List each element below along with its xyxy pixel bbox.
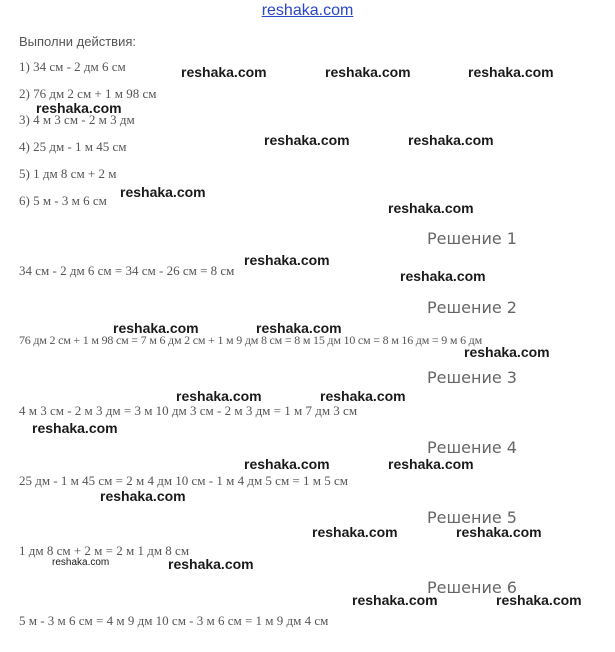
- watermark: reshaka.com: [36, 100, 122, 116]
- solution-1-heading: Решение 1: [427, 229, 517, 248]
- watermark: reshaka.com: [32, 420, 118, 436]
- site-link[interactable]: reshaka.com: [261, 2, 354, 19]
- solution-3-heading: Решение 3: [427, 368, 517, 387]
- watermark: reshaka.com: [168, 556, 254, 572]
- task-2: 2) 76 дм 2 см + 1 м 98 см: [19, 86, 157, 101]
- watermark: reshaka.com: [320, 388, 406, 404]
- solution-2-text: 76 дм 2 см + 1 м 98 см = 7 м 6 дм 2 см + 1 м 9 дм 8 см = 8 м 15 дм 10 см = 8 м 16 дм = 9 м 6 дм: [19, 333, 482, 347]
- watermark: reshaka.com: [325, 64, 411, 80]
- watermark: reshaka.com: [52, 557, 110, 568]
- solution-6-heading: Решение 6: [427, 578, 517, 597]
- watermark: reshaka.com: [113, 320, 199, 336]
- task-1: 1) 34 см - 2 дм 6 см: [19, 59, 126, 74]
- solution-1-text: 34 см - 2 дм 6 см = 34 см - 26 см = 8 см: [19, 263, 235, 278]
- instruction-text: Выполни действия:: [19, 34, 136, 49]
- watermark: reshaka.com: [256, 320, 342, 336]
- task-6: 6) 5 м - 3 м 6 см: [19, 193, 107, 208]
- watermark: reshaka.com: [244, 456, 330, 472]
- solution-3-text: 4 м 3 см - 2 м 3 дм = 3 м 10 дм 3 см - 2 м 3 дм = 1 м 7 дм 3 см: [19, 403, 358, 418]
- solution-5-heading: Решение 5: [427, 508, 517, 527]
- solution-4-text: 25 дм - 1 м 45 см = 2 м 4 дм 10 см - 1 м 4 дм 5 см = 1 м 5 см: [19, 473, 348, 488]
- watermark: reshaka.com: [496, 592, 582, 608]
- task-5: 5) 1 дм 8 см + 2 м: [19, 166, 117, 181]
- solution-4-heading: Решение 4: [427, 438, 517, 457]
- watermark: reshaka.com: [400, 268, 486, 284]
- watermark: reshaka.com: [100, 488, 186, 504]
- watermark: reshaka.com: [388, 456, 474, 472]
- task-4: 4) 25 дм - 1 м 45 см: [19, 139, 127, 154]
- watermark: reshaka.com: [464, 344, 550, 360]
- watermark: reshaka.com: [352, 592, 438, 608]
- watermark: reshaka.com: [468, 64, 554, 80]
- watermark: reshaka.com: [312, 524, 398, 540]
- watermark: reshaka.com: [176, 388, 262, 404]
- task-3: 3) 4 м 3 см - 2 м 3 дм: [19, 112, 135, 127]
- solution-2-heading: Решение 2: [427, 298, 517, 317]
- watermark: reshaka.com: [120, 184, 206, 200]
- watermark: reshaka.com: [408, 132, 494, 148]
- watermark: reshaka.com: [181, 64, 267, 80]
- solution-5-text: 1 дм 8 см + 2 м = 2 м 1 дм 8 см: [19, 543, 190, 558]
- watermark: reshaka.com: [388, 200, 474, 216]
- watermark: reshaka.com: [456, 524, 542, 540]
- watermark: reshaka.com: [264, 132, 350, 148]
- watermark: reshaka.com: [244, 252, 330, 268]
- solution-6-text: 5 м - 3 м 6 см = 4 м 9 дм 10 см - 3 м 6 см = 1 м 9 дм 4 см: [19, 613, 329, 628]
